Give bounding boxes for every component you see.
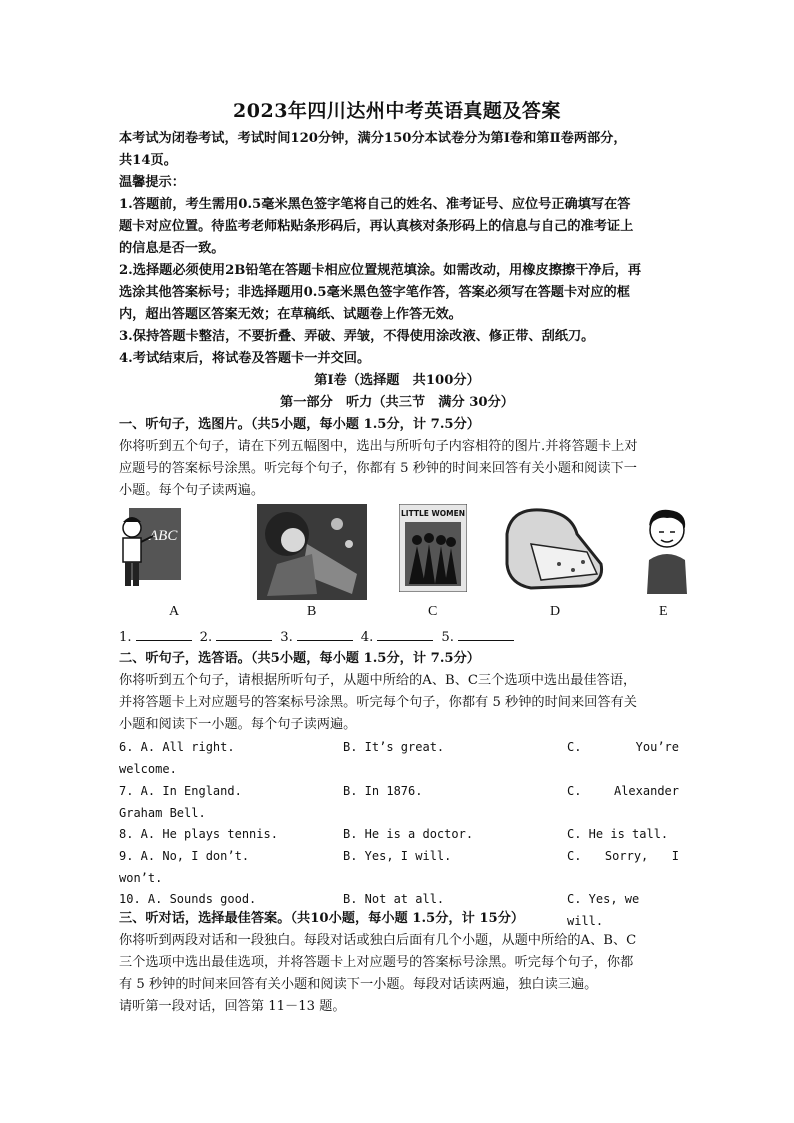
section-3-heading: 三、听对话，选择最佳答案。（共10小题，每小题 1.5分，计 15分）	[119, 911, 525, 926]
exam-intro	[119, 128, 679, 370]
part-heading: 第一部分 听力（共三节 满分 30分）	[280, 395, 514, 410]
question-8	[119, 823, 679, 845]
book-cover-picture	[399, 504, 467, 592]
section-1-heading: 一、听句子，选图片。（共5小题，每小题 1.5分，计 7.5分）	[119, 417, 480, 432]
body-shape	[123, 538, 141, 562]
volume-heading: 第Ⅰ卷（选择题 共100分）	[314, 373, 480, 388]
leg-shape	[133, 562, 139, 586]
tips-heading: 温馨提示：	[119, 175, 185, 190]
blank-number: 1.	[119, 630, 132, 645]
boy-picture	[637, 504, 699, 594]
option-c: C. You’re	[567, 740, 679, 754]
section-2	[119, 648, 679, 736]
option-a: 9. A. No, I don’t.	[119, 849, 250, 863]
answer-blank[interactable]	[458, 626, 514, 641]
blank-number: 5.	[441, 630, 454, 645]
section-1	[119, 414, 679, 502]
option-c-continued: won’t.	[119, 871, 163, 885]
figure-head-shape	[446, 537, 456, 547]
book-title-text: LITTLE WOMEN	[401, 509, 465, 518]
tip-4: 4.考试结束后，将试卷及答题卡一并交回。	[119, 351, 371, 366]
option-a: 7. A. In England.	[119, 784, 242, 798]
question-6	[119, 736, 679, 758]
option-c: C. Yes, we will.	[567, 892, 640, 928]
answer-blanks	[119, 626, 522, 649]
section-3	[119, 908, 679, 1018]
blank-number: 2.	[199, 630, 213, 645]
option-a: 8. A. He plays tennis.	[119, 827, 278, 841]
option-c: C. Alexander	[567, 784, 679, 798]
section-1-instruction: 你将听到五个句子，请在下列五幅图中，选出与所听句子内容相符的图片.并将答题卡上对	[119, 439, 638, 454]
option-b: B. Not at all.	[343, 892, 445, 906]
section-3-instruction: 有 5 秒钟的时间来回答有关小题和阅读下一小题。每段对话读两遍，独白读三遍。	[119, 977, 598, 992]
section-3-instruction: 你将听到两段对话和一段独白。每段对话或独白后面有几个小题，从题中所给的A、B、C	[119, 933, 637, 948]
chalk-text: ABC	[149, 528, 178, 544]
figure-head-shape	[424, 533, 434, 543]
page-title: 2023年四川达州中考英语真题及答案	[233, 100, 561, 122]
section-2-instruction: 你将听到五个句子，请根据所听句子，从题中所给的A、B、C三个选项中选出最佳答语，	[119, 673, 637, 688]
tip-1-line: 的信息是否一致。	[119, 241, 225, 256]
figure-head-shape	[436, 535, 446, 545]
option-a: 10. A. Sounds good.	[119, 892, 257, 906]
intro-line: 共14页。	[119, 153, 177, 168]
tip-2-line: 2.选择题必须使用2B铅笔在答题卡相应位置规范填涂。如需改动，用橡皮擦擦干净后，再	[119, 263, 642, 278]
leg-shape	[125, 562, 131, 586]
section-1-instruction: 小题。每个句子读两遍。	[119, 483, 265, 498]
tip-2-line: 选涂其他答案标号；非选择题用0.5毫米黑色签字笔作答，答案必须写在答题卡对应的框	[119, 285, 630, 300]
section-2-heading: 二、听句子，选答语。（共5小题，每小题 1.5分，计 7.5分）	[119, 651, 480, 666]
option-b: B. He is a doctor.	[343, 827, 474, 841]
question-9	[119, 845, 679, 867]
face-shape	[281, 528, 305, 552]
option-c: C. He is tall.	[567, 827, 669, 841]
picture-label-b: B	[307, 604, 317, 619]
section-1-instruction: 应题号的答案标号涂黑。听完每个句子，你都有 5 秒钟的时间来回答有关小题和阅读下一	[119, 461, 637, 476]
body-shape	[647, 554, 687, 594]
sparkle-shape	[345, 540, 353, 548]
answer-blank[interactable]	[216, 626, 272, 641]
answer-blank[interactable]	[377, 626, 433, 641]
bread-seed-shape	[571, 568, 575, 572]
option-b: B. Yes, I will.	[343, 849, 452, 863]
tip-1-line: 1.答题前，考生需用0.5毫米黑色签字笔将自己的姓名、准考证号、应位号正确填写在答	[119, 197, 631, 212]
sparkle-shape	[331, 518, 343, 530]
option-c-continued: welcome.	[119, 762, 177, 776]
option-b: B. It’s great.	[343, 740, 445, 754]
tip-2-line: 内，超出答题区答案无效；在草稿纸、试题卷上作答无效。	[119, 307, 462, 322]
teacher-blackboard-picture	[119, 504, 181, 592]
picture-label-d: D	[550, 604, 561, 619]
tip-3: 3.保持答题卡整洁，不要折叠、弄破、弄皱，不得使用涂改液、修正带、刮纸刀。	[119, 329, 595, 344]
picture-options	[119, 504, 699, 624]
tip-1-line: 题卡对应位置。待监考老师粘贴条形码后，再认真核对条形码上的信息与自己的准考证上	[119, 219, 634, 234]
option-b: B. In 1876.	[343, 784, 423, 798]
figure-head-shape	[412, 535, 422, 545]
bread-picture	[501, 504, 607, 592]
option-a: 6. A. All right.	[119, 740, 235, 754]
option-c: C. Sorry, I	[567, 849, 679, 863]
section-3-instruction: 三个选项中选出最佳选项，并将答题卡上对应题号的答案标号涂黑。听完每个句子，你都	[119, 955, 634, 970]
answer-blank[interactable]	[136, 626, 192, 641]
bread-seed-shape	[581, 560, 585, 564]
anime-picture	[257, 504, 367, 600]
section-2-instruction: 并将答题卡上对应题号的答案标号涂黑。听完每个句子，你都有 5 秒钟的时间来回答有关	[119, 695, 637, 710]
option-c-continued: Graham Bell.	[119, 806, 206, 820]
intro-line: 本考试为闭卷考试，考试时间120分钟，满分150分本试卷分为第Ⅰ卷和第Ⅱ卷两部分，	[119, 131, 627, 146]
section-3-instruction: 请听第一段对话，回答第 11－13 题。	[119, 999, 346, 1014]
blank-number: 4.	[360, 630, 374, 645]
picture-label-a: A	[169, 604, 180, 619]
bread-seed-shape	[557, 562, 561, 566]
picture-label-c: C	[428, 604, 438, 619]
answer-blank[interactable]	[297, 626, 353, 641]
question-7	[119, 780, 679, 802]
picture-label-e: E	[659, 604, 668, 619]
section-2-instruction: 小题和阅读下一小题。每个句子读两遍。	[119, 717, 357, 732]
blank-number: 3.	[280, 630, 293, 645]
